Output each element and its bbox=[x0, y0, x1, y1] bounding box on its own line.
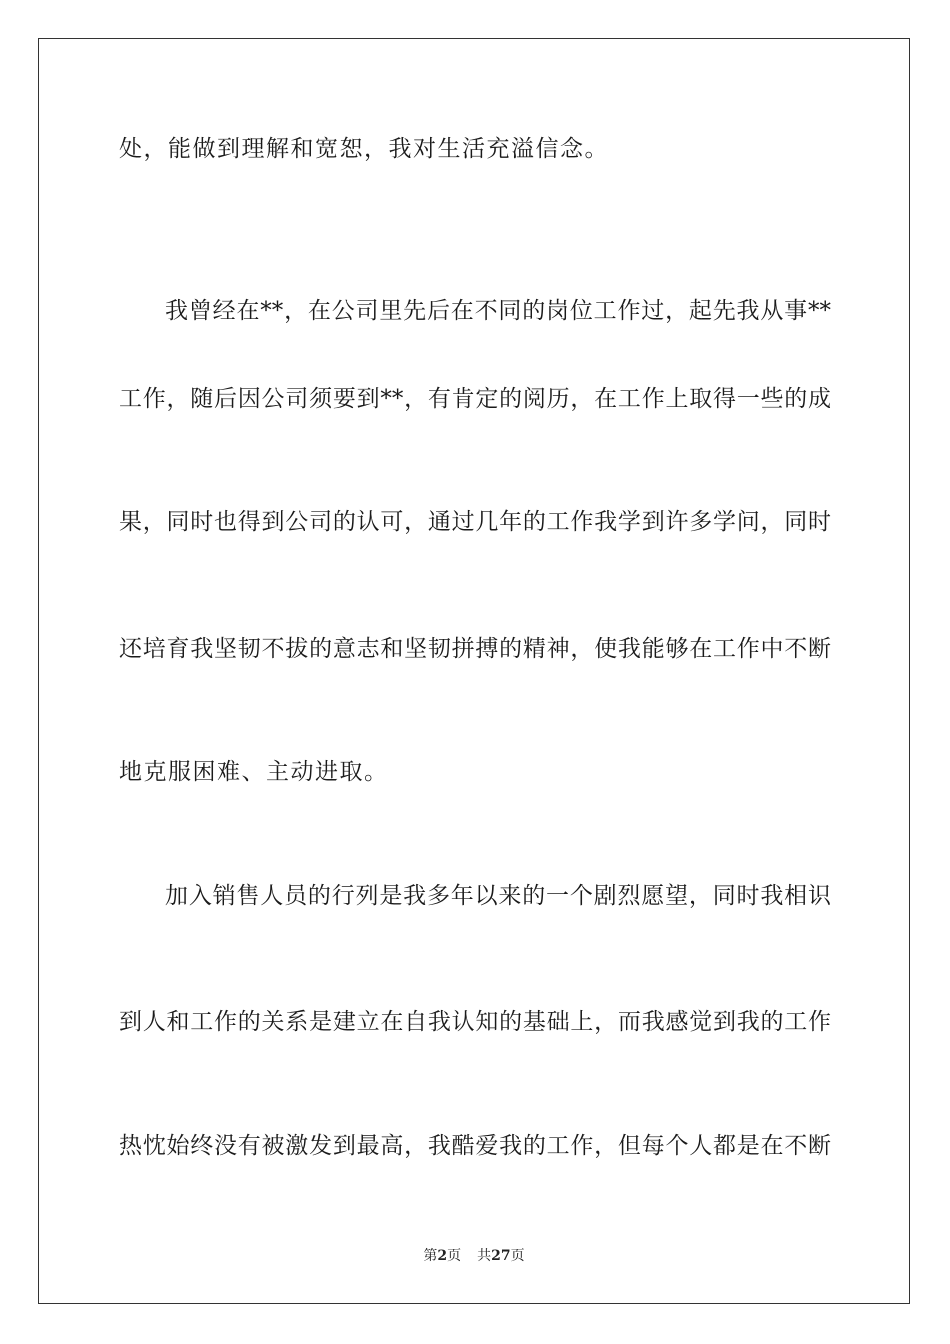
text-line-3: 工作，随后因公司须要到**，有肯定的阅历，在工作上取得一些的成 bbox=[119, 386, 831, 412]
page-prefix: 第 bbox=[423, 1248, 438, 1264]
text-line-8: 到人和工作的关系是建立在自我认知的基础上，而我感觉到我的工作 bbox=[119, 1009, 831, 1035]
text-line-2: 我曾经在**，在公司里先后在不同的岗位工作过，起先我从事** bbox=[165, 298, 831, 324]
text-line-9: 热忱始终没有被激发到最高，我酷爱我的工作，但每个人都是在不断 bbox=[119, 1133, 831, 1159]
text-line-6: 地克服困难、主动进取。 bbox=[119, 759, 389, 785]
page-footer bbox=[39, 1245, 909, 1265]
page-current: 2 bbox=[437, 1248, 448, 1264]
page-total: 27 bbox=[491, 1248, 511, 1264]
text-line-4: 果，同时也得到公司的认可，通过几年的工作我学到许多学问，同时 bbox=[119, 509, 831, 535]
text-line-1: 处，能做到理解和宽恕，我对生活充溢信念。 bbox=[119, 136, 609, 162]
total-prefix: 共 bbox=[477, 1248, 492, 1264]
page-suffix: 页 bbox=[447, 1248, 462, 1264]
text-line-5: 还培育我坚韧不拔的意志和坚韧拼搏的精神，使我能够在工作中不断 bbox=[119, 636, 831, 662]
page-frame bbox=[38, 38, 910, 1304]
text-line-7: 加入销售人员的行列是我多年以来的一个剧烈愿望，同时我相识 bbox=[165, 883, 831, 909]
total-suffix: 页 bbox=[510, 1248, 525, 1264]
